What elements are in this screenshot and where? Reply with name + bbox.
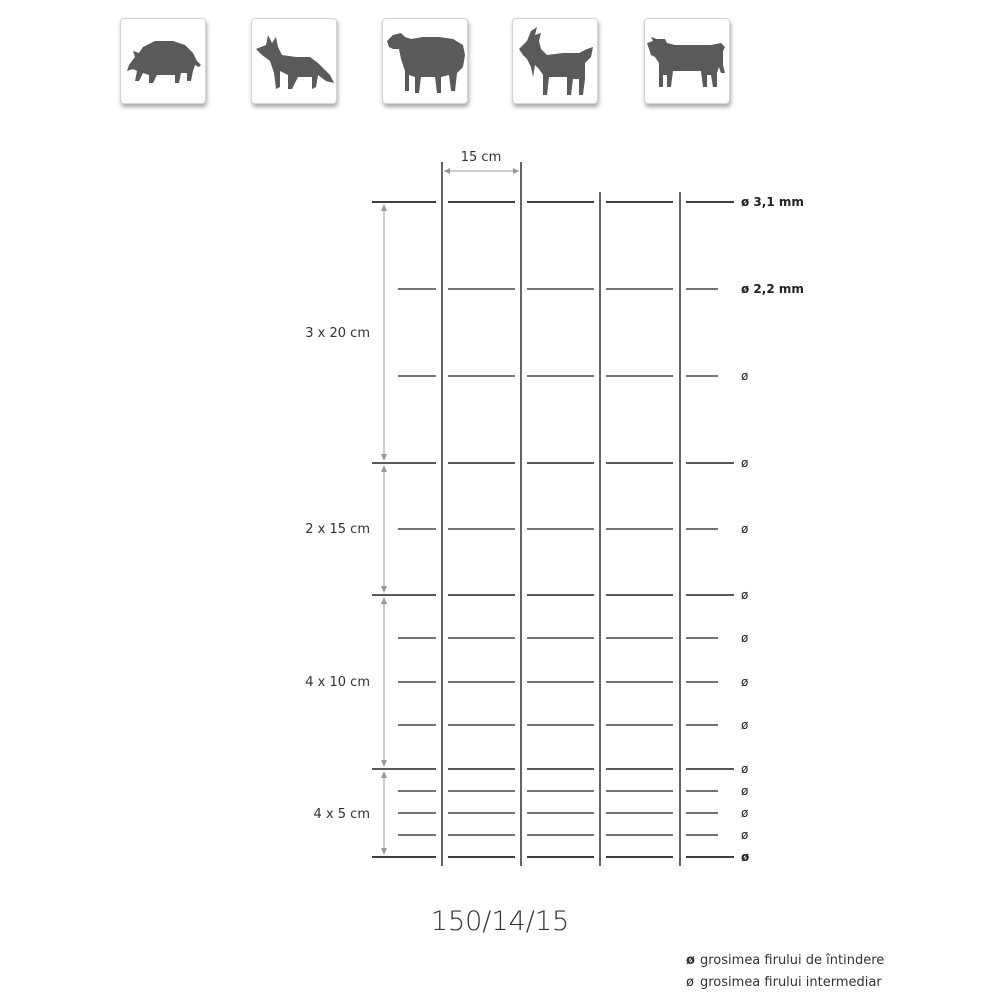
wire-label-14: ø (741, 850, 750, 864)
top-spacing-dimension (444, 150, 519, 174)
legend-tension (686, 953, 884, 968)
legend-intermediate-symbol: ø (686, 975, 694, 990)
section-label-4: 4 x 5 cm (313, 807, 370, 822)
top-spacing-label: 15 cm (460, 150, 502, 165)
vertical-wires (442, 162, 680, 866)
wire-label-9: ø (741, 718, 749, 732)
wire-label-8: ø (741, 675, 749, 689)
wire-label-5: ø (741, 522, 749, 536)
legend-intermediate (686, 975, 882, 990)
legend-tension-text: grosimea firului de întindere (700, 953, 885, 968)
wire-label-13: ø (741, 828, 749, 842)
wire-thickness-labels (741, 195, 804, 864)
section-label-1: 3 x 20 cm (305, 326, 370, 341)
wire-label-2: ø 2,2 mm (741, 282, 804, 296)
wire-label-1: ø 3,1 mm (741, 195, 804, 209)
wire-label-10: ø (741, 762, 749, 776)
wire-label-3: ø (741, 369, 749, 383)
wire-label-6: ø (741, 588, 749, 602)
wire-label-7: ø (741, 631, 749, 645)
wire-label-11: ø (741, 784, 749, 798)
legend-intermediate-text: grosimea firului intermediar (700, 975, 882, 990)
legend-tension-symbol: ø (686, 953, 695, 968)
section-label-3: 4 x 10 cm (305, 675, 370, 690)
wire-label-12: ø (741, 806, 749, 820)
section-label-2: 2 x 15 cm (305, 522, 370, 537)
wire-label-4: ø (741, 456, 749, 470)
product-code: 150/14/15 (430, 906, 570, 937)
section-dimensions (381, 204, 387, 855)
